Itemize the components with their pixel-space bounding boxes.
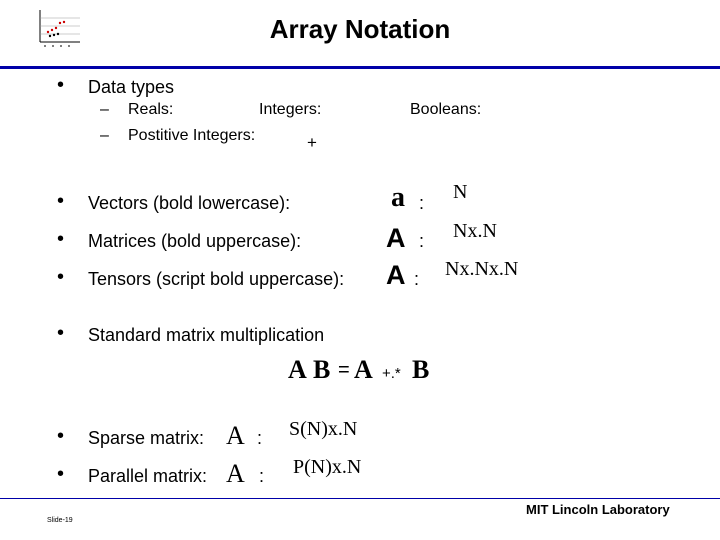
integers-label: Integers: <box>259 101 322 118</box>
data-types-label: Data types <box>88 77 175 97</box>
matrix-colon: : <box>419 231 425 251</box>
matrix-symbol: A <box>386 223 406 253</box>
equation-b: B <box>313 355 331 384</box>
vector-dims: N <box>453 181 468 203</box>
tensor-dims: Nx.Nx.N <box>445 258 519 280</box>
equation-a: A <box>288 355 307 384</box>
title-divider <box>0 66 720 69</box>
equation-operator: +.* <box>382 365 401 382</box>
bullet-icon: • <box>57 463 65 485</box>
bullet-icon: • <box>57 190 65 212</box>
sub-dash: – <box>100 127 109 144</box>
parallel-symbol: A <box>226 459 245 488</box>
bullet-icon: • <box>57 425 65 447</box>
tensor-colon: : <box>414 269 420 289</box>
parallel-dims: P(N)x.N <box>293 456 362 478</box>
vector-symbol: a <box>391 182 405 213</box>
matmul-label: Standard matrix multiplication <box>88 325 325 345</box>
sparse-colon: : <box>257 428 263 448</box>
page-title: Array Notation <box>269 14 451 44</box>
booleans-label: Booleans: <box>410 101 482 118</box>
equation-equals: = <box>338 359 350 381</box>
sparse-symbol: A <box>226 421 245 450</box>
vector-colon: : <box>419 193 425 213</box>
sub-dash: – <box>100 101 109 118</box>
matrices-label: Matrices (bold uppercase): <box>88 231 302 251</box>
bullet-icon: • <box>57 228 65 250</box>
bullet-icon: • <box>57 74 65 96</box>
positive-integers-label: Postitive Integers: <box>128 127 256 144</box>
bullet-icon: • <box>57 266 65 288</box>
reals-label: Reals: <box>128 101 174 118</box>
parallel-label: Parallel matrix: <box>88 466 208 486</box>
bullet-icon: • <box>57 322 65 344</box>
plus-superscript: + <box>307 133 317 152</box>
equation-a2: A <box>354 355 373 384</box>
footer-divider <box>0 498 720 499</box>
lab-name: MIT Lincoln Laboratory <box>526 502 670 517</box>
vectors-label: Vectors (bold lowercase): <box>88 193 291 213</box>
equation-b2: B <box>412 355 430 384</box>
tensor-symbol: A <box>386 260 406 290</box>
sparse-label: Sparse matrix: <box>88 428 205 448</box>
matrix-dims: Nx.N <box>453 220 497 242</box>
slide-number: Slide-19 <box>47 517 73 524</box>
parallel-colon: : <box>259 466 265 486</box>
sparse-dims: S(N)x.N <box>289 418 358 440</box>
tensors-label: Tensors (script bold uppercase): <box>88 269 345 289</box>
